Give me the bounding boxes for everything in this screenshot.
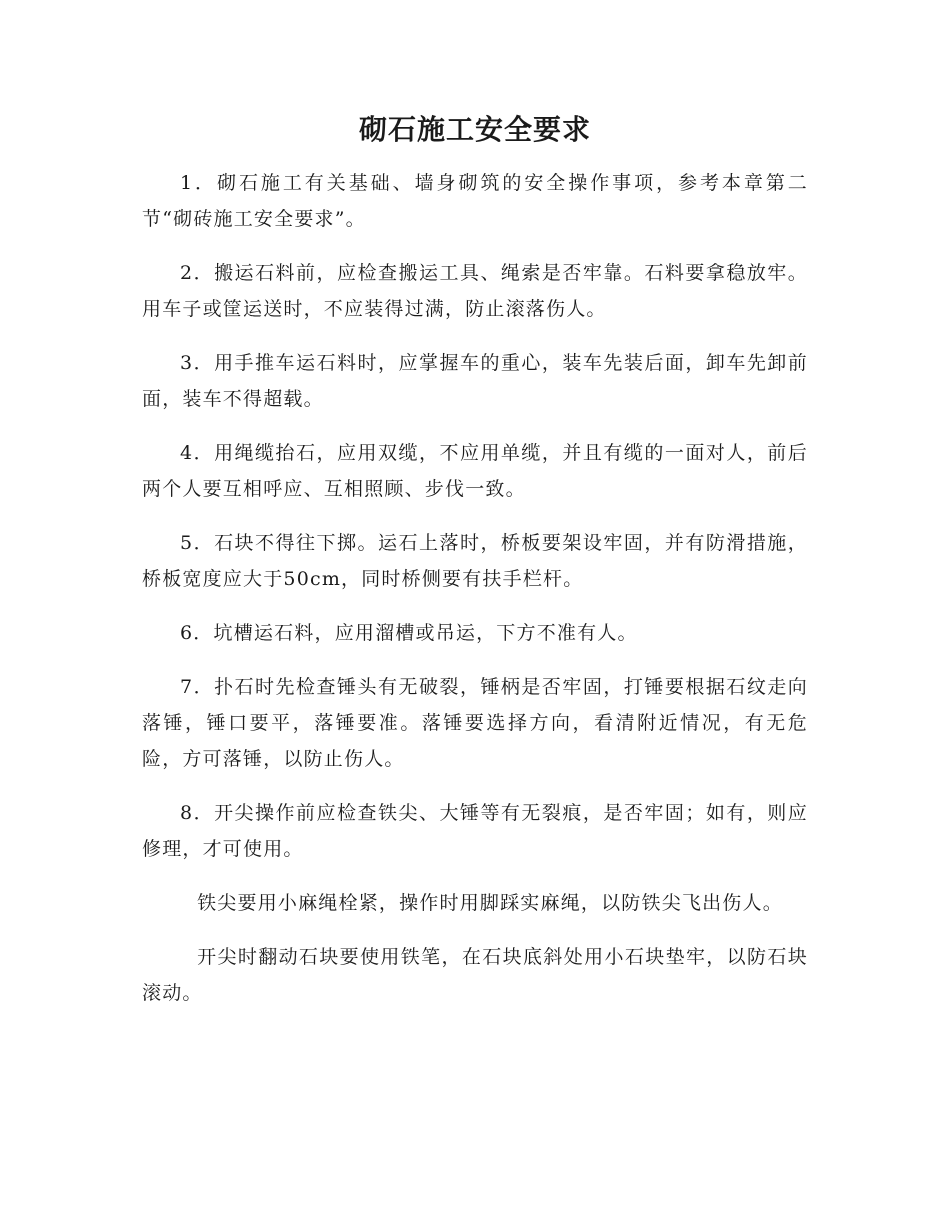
document-body: [142, 165, 808, 1029]
paragraph-6: 6．坑槽运石料，应用溜槽或吊运，下方不准有人。: [180, 622, 638, 644]
paragraph-8: 8．开尖操作前应检查铁尖、大锤等有无裂痕，是否牢固；如有，则应修理，才可使用。: [142, 802, 808, 860]
paragraph-5: 5．石块不得往下掷。运石上落时，桥板要架设牢固，并有防滑措施，桥板宽度应大于50cm，同时桥侧要有扶手栏杆。: [142, 532, 808, 590]
paragraph-2: 2．搬运石料前，应检查搬运工具、绳索是否牢靠。石料要拿稳放牢。用车子或筐运送时，不应装得过满，防止滚落伤人。: [142, 262, 808, 320]
paragraph-1: 1．砌石施工有关基础、墙身砌筑的安全操作事项，参考本章第二节“砌砖施工安全要求”。: [142, 172, 808, 230]
paragraph-10: 开尖时翻动石块要使用铁笔，在石块底斜处用小石块垫牢，以防石块滚动。: [142, 946, 808, 1004]
paragraph-4: 4．用绳缆抬石，应用双缆，不应用单缆，并且有缆的一面对人，前后两个人要互相呼应、互相照顾、步伐一致。: [142, 442, 808, 500]
paragraph-7: 7．扑石时先检查锤头有无破裂，锤柄是否牢固，打锤要根据石纹走向落锤，锤口要平，落锤要准。落锤要选择方向，看清附近情况，有无危险，方可落锤，以防止伤人。: [142, 676, 808, 770]
paragraph-9: 铁尖要用小麻绳栓紧，操作时用脚踩实麻绳，以防铁尖飞出伤人。: [197, 892, 783, 914]
paragraph-3: 3．用手推车运石料时，应掌握车的重心，装车先装后面，卸车先卸前面，装车不得超载。: [142, 352, 808, 410]
document-title: 砌石施工安全要求: [358, 113, 591, 146]
